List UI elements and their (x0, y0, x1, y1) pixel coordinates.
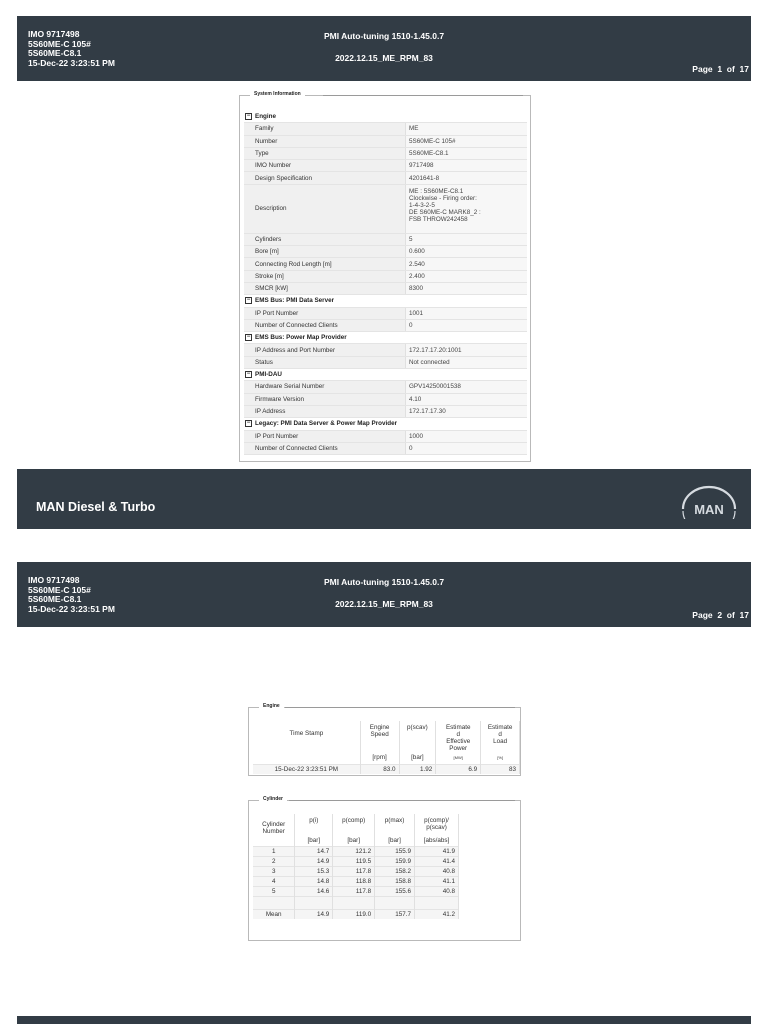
tree-value: 0.600 (406, 246, 527, 257)
cylinder-legend: Cylinder (259, 796, 287, 802)
cylinder-cell: 117.8 (333, 866, 375, 876)
tree-value: 4201641-8 (406, 172, 527, 183)
cylinder-cell: 14.9 (295, 856, 333, 866)
header-engine-number: 5S60ME-C 105# (28, 584, 91, 595)
header-measurement: 2022.12.15_ME_RPM_83 (335, 53, 433, 63)
collapse-toggle-icon[interactable]: − (246, 297, 251, 304)
tree-value: 2.540 (406, 258, 527, 269)
cylinder-cell: 40.8 (415, 866, 459, 876)
engine-legend: Engine (259, 703, 284, 709)
tree-value: 8300 (406, 283, 527, 294)
cylinder-col-header: p(i) (295, 814, 333, 836)
tree-key: Number of Connected Clients (244, 320, 406, 331)
cylinder-col-unit (253, 836, 295, 846)
engine-col-unit: [bar] (399, 752, 436, 764)
tree-value: 172.17.17.20:1001 (406, 344, 527, 355)
cylinder-mean-cell: Mean (253, 909, 295, 919)
cylinder-cell: 41.4 (415, 856, 459, 866)
cylinder-cell: 155.9 (375, 846, 415, 856)
tree-value: 1001 (406, 308, 527, 319)
cylinder-table (253, 814, 459, 919)
tree-row (244, 246, 527, 258)
tree-key: IP Address and Port Number (244, 344, 406, 355)
tree-key: Status (244, 357, 406, 368)
svg-text:MAN: MAN (694, 502, 724, 517)
tree-row (244, 381, 527, 393)
cylinder-cell: 14.6 (295, 886, 333, 896)
tree-row (244, 271, 527, 283)
tree-section-title: Legacy: PMI Data Server & Power Map Provider (255, 420, 398, 428)
tree-row (244, 431, 527, 443)
cylinder-cell: 41.1 (415, 876, 459, 886)
engine-cell: 1.92 (399, 764, 436, 774)
cylinder-col-header: p(max) (375, 814, 415, 836)
tree-section[interactable] (244, 332, 527, 344)
engine-col-unit: [MW] (436, 752, 481, 764)
tree-value: 0 (406, 320, 527, 331)
page-number: Page 2 of 17 (692, 610, 749, 620)
tree-key: Number of Connected Clients (244, 443, 406, 454)
cylinder-cell: 159.9 (375, 856, 415, 866)
cylinder-cell: 5 (253, 886, 295, 896)
tree-row (244, 123, 527, 135)
engine-col-header: p(scav) (399, 721, 436, 752)
cylinder-cell: 14.7 (295, 846, 333, 856)
engine-table (253, 721, 520, 774)
header-measurement: 2022.12.15_ME_RPM_83 (335, 599, 433, 609)
page-footer-2 (17, 1016, 751, 1024)
cylinder-cell: 1 (253, 846, 295, 856)
cylinder-cell: 14.8 (295, 876, 333, 886)
tree-value: ME (406, 123, 527, 134)
system-information-panel (239, 91, 531, 462)
tree-key: Bore [m] (244, 246, 406, 257)
engine-panel (248, 703, 521, 776)
tree-key: Number (244, 136, 406, 147)
collapse-toggle-icon[interactable]: − (246, 334, 251, 341)
cylinder-col-unit: [bar] (375, 836, 415, 846)
collapse-toggle-icon[interactable]: − (246, 371, 251, 378)
tree-value: GPV14250001538 (406, 381, 527, 392)
system-information-tree (244, 111, 527, 455)
header-app-title: PMI Auto-tuning 1510-1.45.0.7 (323, 31, 445, 41)
cylinder-cell: 2 (253, 856, 295, 866)
tree-section[interactable] (244, 418, 527, 430)
cylinder-row (253, 856, 459, 866)
tree-key: Cylinders (244, 234, 406, 245)
cylinder-cell: 4 (253, 876, 295, 886)
tree-key: Connecting Rod Length [m] (244, 258, 406, 269)
tree-key: Type (244, 148, 406, 159)
tree-value: 172.17.17.30 (406, 406, 527, 417)
tree-value: 2.400 (406, 271, 527, 282)
tree-key: Description (244, 185, 406, 233)
tree-row (244, 185, 527, 234)
man-logo-icon (677, 481, 741, 519)
engine-col-unit (253, 752, 360, 764)
footer-brand: MAN Diesel & Turbo (36, 500, 156, 514)
collapse-toggle-icon[interactable]: − (246, 420, 251, 427)
cylinder-cell: 40.8 (415, 886, 459, 896)
page-footer-1 (17, 469, 751, 529)
tree-key: IP Port Number (244, 431, 406, 442)
legend-rule (289, 800, 515, 801)
tree-row (244, 258, 527, 270)
engine-col-header: Time Stamp (253, 721, 360, 752)
legend-rule (323, 95, 523, 96)
tree-row (244, 160, 527, 172)
tree-key: Firmware Version (244, 394, 406, 405)
engine-col-unit: [rpm] (360, 752, 399, 764)
cylinder-row (253, 846, 459, 856)
page-header-1 (17, 16, 751, 81)
tree-key: SMCR [kW] (244, 283, 406, 294)
tree-section-title: EMS Bus: Power Map Provider (255, 334, 347, 342)
cylinder-cell: 15.3 (295, 866, 333, 876)
tree-row (244, 320, 527, 332)
cylinder-cell: 117.8 (333, 886, 375, 896)
tree-value: 5S60ME-C8.1 (406, 148, 527, 159)
tree-section-title: EMS Bus: PMI Data Server (255, 297, 335, 305)
header-datetime: 15-Dec-22 3:23:51 PM (28, 603, 115, 614)
engine-col-header: Estimate d Load (481, 721, 520, 752)
cylinder-cell: 119.5 (333, 856, 375, 866)
cylinder-row (253, 886, 459, 896)
cylinder-cell: 121.2 (333, 846, 375, 856)
tree-value: 0 (406, 443, 527, 454)
cylinder-mean-cell: 119.0 (333, 909, 375, 919)
tree-row (244, 308, 527, 320)
tree-key: IP Address (244, 406, 406, 417)
tree-key: Family (244, 123, 406, 134)
tree-row (244, 357, 527, 369)
cylinder-spacer-row (253, 896, 459, 909)
header-imo: IMO 9717498 (28, 575, 80, 585)
cylinder-mean-cell: 14.9 (295, 909, 333, 919)
cylinder-col-header: p(comp)/ p(scav) (415, 814, 459, 836)
header-engine-type: 5S60ME-C8.1 (28, 48, 82, 58)
header-imo: IMO 9717498 (28, 29, 80, 39)
tree-row (244, 283, 527, 295)
cylinder-mean-row (253, 909, 459, 919)
cylinder-panel (248, 796, 521, 941)
engine-col-header: Engine Speed (360, 721, 399, 752)
header-datetime: 15-Dec-22 3:23:51 PM (28, 57, 115, 68)
tree-row (244, 136, 527, 148)
cylinder-mean-cell: 41.2 (415, 909, 459, 919)
cylinder-cell: 41.9 (415, 846, 459, 856)
page-number: Page 1 of 17 (692, 64, 749, 74)
header-engine-type: 5S60ME-C8.1 (28, 594, 82, 604)
cylinder-mean-cell: 157.7 (375, 909, 415, 919)
cylinder-col-unit: [bar] (295, 836, 333, 846)
tree-section[interactable] (244, 111, 527, 123)
cylinder-col-header: p(comp) (333, 814, 375, 836)
engine-col-unit: [%] (481, 752, 520, 764)
tree-row (244, 443, 527, 455)
tree-key: Design Specification (244, 172, 406, 183)
cylinder-col-unit: [bar] (333, 836, 375, 846)
cylinder-row (253, 866, 459, 876)
tree-row (244, 172, 527, 184)
tree-value: 5 (406, 234, 527, 245)
tree-value: 1000 (406, 431, 527, 442)
collapse-toggle-icon[interactable]: − (246, 113, 251, 120)
engine-cell: 6.9 (436, 764, 481, 774)
cylinder-cell: 158.2 (375, 866, 415, 876)
tree-row (244, 394, 527, 406)
cylinder-cell: 118.8 (333, 876, 375, 886)
tree-row (244, 406, 527, 418)
engine-cell: 15-Dec-22 3:23:51 PM (253, 764, 360, 774)
tree-section-title: Engine (255, 113, 276, 121)
header-engine-number: 5S60ME-C 105# (28, 38, 91, 49)
cylinder-cell: 155.6 (375, 886, 415, 896)
tree-value: 5S60ME-C 105# (406, 136, 527, 147)
tree-section[interactable] (244, 295, 527, 307)
tree-value: 9717498 (406, 160, 527, 171)
cylinder-col-unit: [abs/abs] (415, 836, 459, 846)
cylinder-cell: 158.8 (375, 876, 415, 886)
tree-section[interactable] (244, 369, 527, 381)
tree-row (244, 148, 527, 160)
cylinder-cell: 3 (253, 866, 295, 876)
tree-key: IMO Number (244, 160, 406, 171)
tree-value: ME : 5S60ME-C8.1 Clockwise - Firing order: 1-4-3-2-5 DE S60ME-C MARK8_2 : FSB THROW242458 (406, 185, 527, 233)
engine-cell: 83.0 (360, 764, 399, 774)
tree-value: 4.10 (406, 394, 527, 405)
tree-key: IP Port Number (244, 308, 406, 319)
engine-col-header: Estimate d Effective Power (436, 721, 481, 752)
tree-value: Not connected (406, 357, 527, 368)
tree-row (244, 344, 527, 356)
tree-section-title: PMI-DAU (255, 371, 282, 379)
page-header-2 (17, 562, 751, 627)
cylinder-row (253, 876, 459, 886)
system-information-legend: System Information (250, 91, 305, 97)
tree-key: Stroke [m] (244, 271, 406, 282)
cylinder-col-header: Cylinder Number (253, 814, 295, 836)
tree-row (244, 234, 527, 246)
header-app-title: PMI Auto-tuning 1510-1.45.0.7 (323, 577, 445, 587)
tree-key: Hardware Serial Number (244, 381, 406, 392)
engine-cell: 83 (481, 764, 520, 774)
legend-rule (285, 707, 515, 708)
